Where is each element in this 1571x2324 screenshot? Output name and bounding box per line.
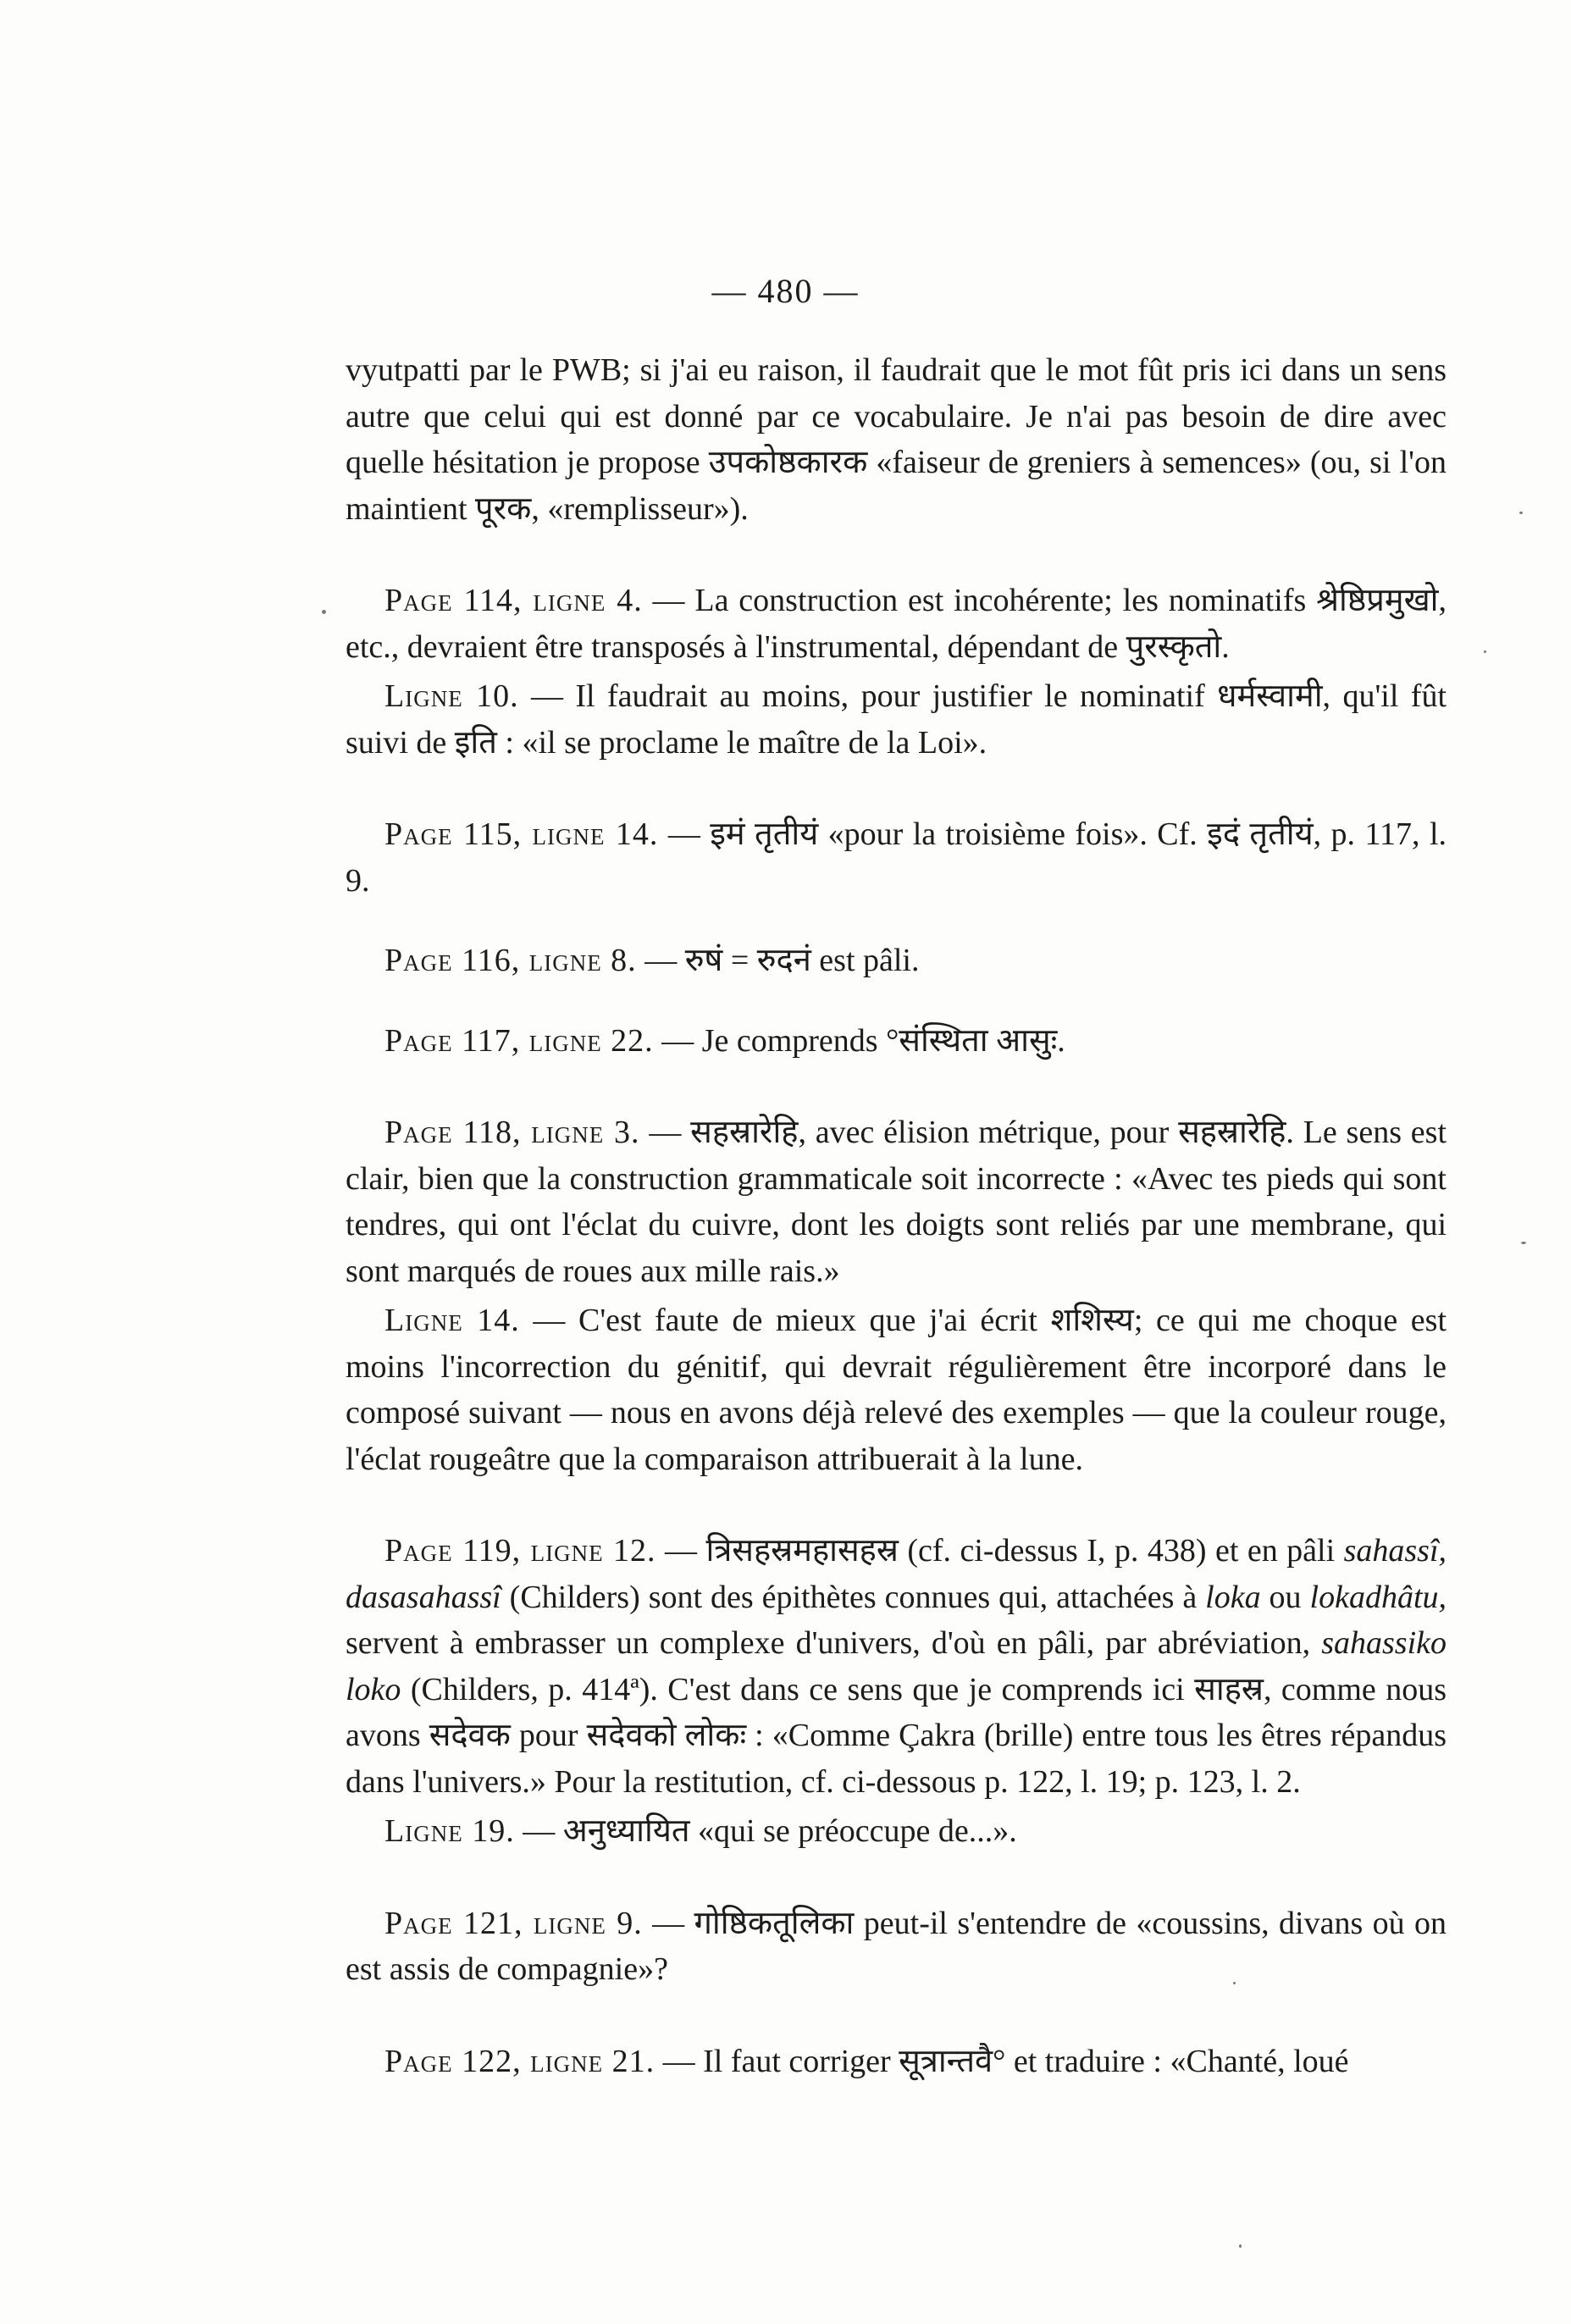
scan-speck [322, 610, 326, 614]
note-reference: Page 116, ligne 8. [384, 943, 637, 978]
note-text: — La construction est incohérente; les nominatifs श्रेष्ठिप्रमुखो, etc., devraient être transposés à l'instrumental, dépendant de पुरस्कृतो. [346, 583, 1447, 665]
note-page-118-line-3 [346, 1109, 1447, 1294]
note-reference: Page 117, ligne 22. [384, 1022, 654, 1059]
note-reference: Page 122, ligne 21. [384, 2043, 656, 2079]
note-reference: Page 118, ligne 3. [384, 1115, 640, 1150]
note-line-19 [346, 1808, 1447, 1855]
note-reference: Ligne 19. [384, 1813, 515, 1849]
italic-term: sahassiko loko [346, 1625, 1447, 1707]
note-reference: Page 119, ligne 12. [384, 1533, 656, 1569]
note-text: — Il faudrait au moins, pour justifier le nominatif धर्मस्वामी, qu'il fût suivi de इति : «il se proclame le maître de la Loi». [346, 678, 1447, 761]
note-page-121-line-9 [346, 1901, 1447, 1993]
italic-term: loka [1205, 1579, 1261, 1615]
italic-term: lokadhâtu, [1309, 1579, 1447, 1615]
note-reference: Ligne 14. [384, 1303, 520, 1338]
note-text-part: — त्रिसहस्रमहासहस्र (cf. ci-dessus I, p. 438) et en pâli [665, 1533, 1344, 1569]
note-text: — इमं तृतीयं «pour la troisième fois». Cf. इदं तृतीयं, p. 117, l. 9. [346, 816, 1447, 899]
note-text-part: (Childers, p. 414ª). C'est dans ce sens que je comprends ici साहस्र, comme nous avons सदेवक pour सदेवको लोकः : «Comme Çakra (brille) entre tous les êtres répandus dans l'univers.» Pour la restitution, cf. ci-dessous p. 122, l. 19; p. 123, l. 2. [346, 1671, 1447, 1800]
note-text: — C'est faute de mieux que j'ai écrit शशिस्य; ce qui me choque est moins l'incorrection du génitif, qui devrait régulièrement être incorporé dans le composé suivant — nous en avons déjà relevé des exemples — que la couleur rouge, l'éclat rougeâtre que la comparaison attribuerait à la lune. [346, 1303, 1447, 1477]
italic-term: sahassî, dasasahassî [346, 1533, 1447, 1615]
note-text: — Il faut corriger सूत्रान्तवै° et traduire : «Chanté, loué [662, 2043, 1349, 2079]
scan-speck [1521, 1242, 1526, 1244]
note-reference: Page 115, ligne 14. [384, 816, 659, 852]
note-page-117-line-22 [346, 1018, 1447, 1065]
scan-speck [1484, 650, 1486, 653]
note-text: — अनुध्यायित «qui se préoccupe de...». [523, 1813, 1017, 1849]
note-reference: Page 114, ligne 4. [384, 583, 643, 618]
note-text: — रुषं = रुदनं est pâli. [644, 943, 920, 978]
note-line-14 [346, 1298, 1447, 1482]
note-text-part: servent à embrasser un complexe d'univers, d'où en pâli, par abréviation, [346, 1625, 1322, 1661]
note-reference: Ligne 10. [384, 678, 519, 714]
body-text [346, 347, 1447, 2084]
scan-speck [1233, 1982, 1236, 1984]
page-number: — 480 — [711, 272, 860, 310]
note-text-part: ou [1260, 1579, 1310, 1615]
paragraph-text: vyutpatti par le PWB; si j'ai eu raison, il faudrait que le mot fût pris ici dans un sens autre que celui qui est donné par ce vocabulaire. Je n'ai pas besoin de dire avec quelle hésitation je propose उपकोष्ठकारक «faiseur de greniers à semences» (ou, si l'on maintient पूरक, «remplisseur»). [346, 352, 1447, 527]
note-page-114-line-4 [346, 578, 1447, 670]
note-text-part: (Childers) sont des épithètes connues qui, attachées à [501, 1579, 1206, 1615]
note-page-116-line-8 [346, 938, 1447, 984]
scan-speck [1239, 2244, 1242, 2248]
note-page-119-line-12 [346, 1528, 1447, 1805]
note-text: — सहस्रारेहि, avec élision métrique, pour सहस्रारेहि. Le sens est clair, bien que la construction grammaticale soit incorrecte : «Avec tes pieds qui sont tendres, qui ont l'éclat du cuivre, dont les doigts sont reliés par une membrane, qui sont marqués de roues aux mille rais.» [346, 1115, 1447, 1289]
note-text: — Je comprends °संस्थिता आसुः. [661, 1022, 1065, 1059]
note-text: — गोष्ठिकतूलिका peut-il s'entendre de «coussins, divans où on est assis de compagnie»? [346, 1905, 1447, 1987]
note-line-10 [346, 673, 1447, 766]
note-page-122-line-21 [346, 2039, 1447, 2085]
scan-speck [1519, 512, 1523, 514]
note-page-115-line-14 [346, 811, 1447, 904]
paragraph-intro [346, 347, 1447, 532]
note-reference: Page 121, ligne 9. [384, 1905, 643, 1941]
